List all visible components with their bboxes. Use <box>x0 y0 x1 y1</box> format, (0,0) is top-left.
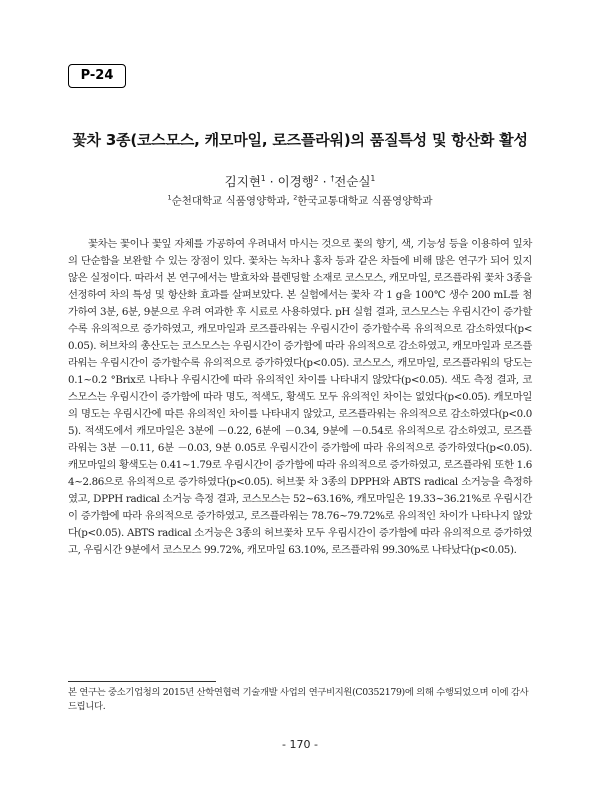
author-affiliation-mark: 2 <box>313 173 319 183</box>
paper-title: 꽃차 3종(코스모스, 캐모마일, 로즈플라워)의 품질특성 및 항산화 활성 <box>72 131 528 149</box>
author-name: 전순실 <box>334 174 371 189</box>
affiliation-text: 순천대학교 식품영양학과, <box>171 195 294 207</box>
affiliation-text: 한국교통대학교 식품영양학과 <box>297 195 433 207</box>
affiliation-line <box>40 193 560 208</box>
author-affiliation-mark: 1 <box>260 173 266 183</box>
corresponding-author-mark: † <box>330 173 335 183</box>
funding-footnote: 본 연구는 중소기업청의 2015년 산학연협력 기술개발 사업의 연구비지원(C0352179)에 의해 수행되었으며 이에 감사드립니다. <box>68 687 529 712</box>
poster-code-badge: P-24 <box>68 64 126 88</box>
abstract-body <box>68 236 532 559</box>
author-separator: · <box>265 174 278 189</box>
affiliation-mark: 1 <box>167 193 172 202</box>
page-number: - 170 - <box>282 738 318 751</box>
abstract-text: 꽃차는 꽃이나 꽃잎 자체를 가공하여 우려내서 마시는 것으로 꽃의 향기, 색, 기능성 등을 이용하여 잎차의 단순함을 보완할 수 있는 장점이 있다. 꽃차는 녹차나 홍차 등과 같은 차들에 비해 많은 연구가 되어 있지 않은 실정이다. 따라서 본 연구에서는 발효차와 블렌딩할 소재로 코스모스, 캐모마일, 로즈플라워 꽃차 3종을 선정하여 차의 특성 및 항산화 효과를 살펴보았다. 본 실험에서는 꽃차 각 1 g을 100℃ 생수 200 mL를 첨가하여 3분, 6분, 9분으로 우려 여과한 후 시료로 사용하였다. pH 실험 결과, 코스모스는 우림시간이 증가할수록 유의적으로 증가하였고, 캐모마일과 로즈플라워는 우림시간이 증가할수록 유의적으로 감소하였다(p<0.05). 허브차의 총산도는 코스모스는 우림시간이 증가함에 따라 유의적으로 감소하였고, 캐모마일과 로즈플라워는 우림시간이 증가할수록 유의적으로 증가하였다(p<0.05). 코스모스, 캐모마일, 로즈플라워의 당도는 0.1~0.2 °Brix로 나타나 우림시간에 따라 유의적인 차이를 나타내지 않았다(p<0.05). 색도 측정 결과, 코스모스는 우림시간이 증가함에 따라 명도, 적색도, 황색도 모두 유의적인 차이는 없었다(p<0.05). 캐모마일의 명도는 우림시간에 따른 유의적인 차이를 나타내지 않았고, 로즈플라워는 유의적으로 감소하였다(p<0.05). 적색도에서 캐모마일은 3분에 －0.22, 6분에 －0.34, 9분에 －0.54로 유의적으로 감소하였고, 로즈플라워는 3분 －0.11, 6분 －0.03, 9분 0.05로 우림시간이 증가함에 따라 유의적으로 증가하였다(p<0.05). 캐모마일의 황색도는 0.41~1.79로 우림시간이 증가함에 따라 유의적으로 증가하였고, 로즈플라워 또한 1.64~2.86으로 유의적으로 증가하였다(p<0.05). 허브꽃 차 3종의 DPPH와 ABTS radical 소거능을 측정하였고, DPPH radical 소거능 측정 결과, 코스모스는 52~63.16%, 캐모마일은 19.33~36.21%로 우림시간이 증가함에 따라 유의적으로 증가하였고, 로즈플라워는 78.76~79.72%로 유의적인 차이가 나타나지 않았다(p<0.05). ABTS radical 소거능은 3종의 허브꽃차 모두 우림시간이 증가함에 따라 유의적으로 증가하였고, 우림시간 9분에서 코스모스 99.72%, 캐모마일 63.10%, 로즈플라워 99.30%로 나타났다(p<0.05). <box>68 238 532 556</box>
author-name: 이경행 <box>277 174 314 189</box>
author-list <box>40 172 560 190</box>
author-affiliation-mark: 1 <box>370 173 376 183</box>
author-name: 김지현 <box>224 174 261 189</box>
affiliation-mark: 2 <box>293 193 298 202</box>
author-separator: · <box>318 174 331 189</box>
footnote-divider <box>68 681 216 682</box>
